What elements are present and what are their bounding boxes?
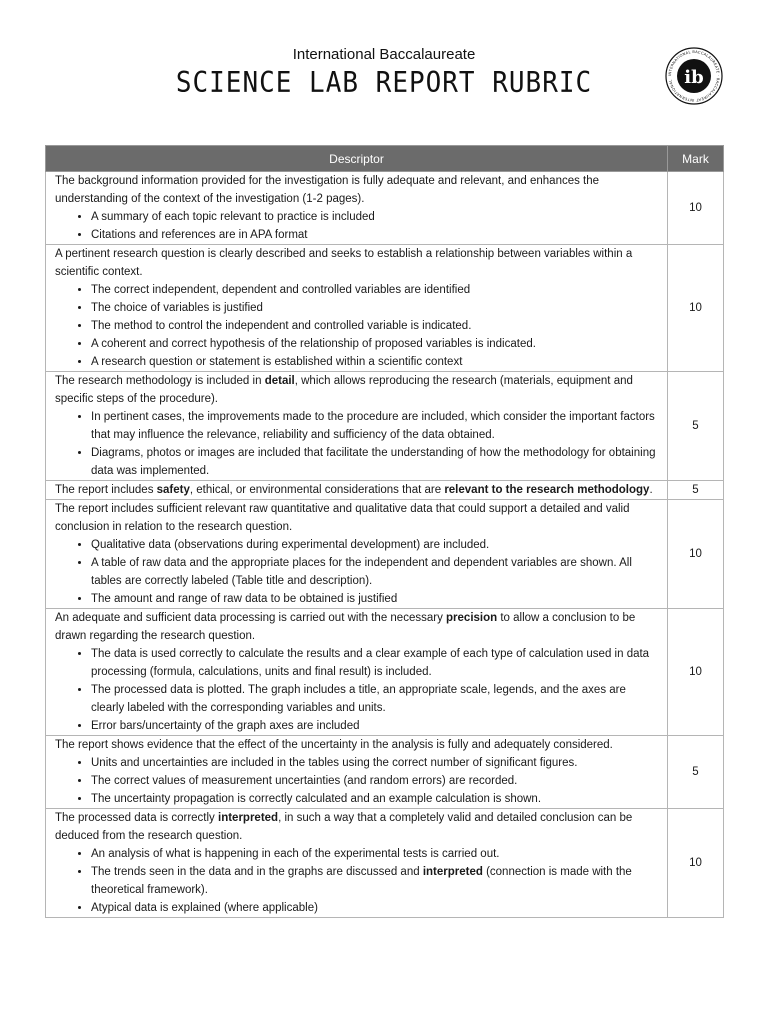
mark-cell: 10 bbox=[668, 172, 724, 245]
table-row bbox=[46, 372, 724, 481]
descriptor-header: Descriptor bbox=[46, 146, 668, 172]
descriptor-cell bbox=[46, 245, 668, 372]
mark-cell: 10 bbox=[668, 500, 724, 609]
table-row bbox=[46, 481, 724, 500]
criteria-list bbox=[55, 754, 659, 808]
descriptor-intro: The background information provided for the investigation is fully adequate and relevant, and enhances the understanding of the context of the investigation (1-2 pages). bbox=[55, 175, 600, 205]
table-row bbox=[46, 500, 724, 609]
criteria-item: • Qualitative data (observations during experimental development) are included. bbox=[91, 536, 659, 554]
table-row bbox=[46, 809, 724, 918]
criteria-item: • In pertinent cases, the improvements made to the procedure are included, which consider the important factors that may influence the relevance, reliability and sufficiency of the data obtained. bbox=[91, 408, 659, 444]
criteria-list bbox=[55, 281, 659, 371]
emphasis-text: detail bbox=[264, 375, 295, 387]
table-row bbox=[46, 609, 724, 736]
rubric-body bbox=[46, 172, 724, 918]
criteria-list bbox=[55, 208, 659, 244]
table-row bbox=[46, 736, 724, 809]
criteria-item: • Units and uncertainties are included in the tables using the correct number of significant figures. bbox=[91, 754, 659, 772]
descriptor-cell bbox=[46, 372, 668, 481]
criteria-item: • The correct independent, dependent and controlled variables are identified bbox=[91, 281, 659, 299]
criteria-item: • The uncertainty propagation is correctly calculated and an example calculation is shown. bbox=[91, 790, 659, 808]
emphasis-text: precision bbox=[446, 612, 498, 624]
emphasis-text: interpreted bbox=[422, 866, 483, 878]
criteria-list bbox=[55, 645, 659, 735]
criteria-list bbox=[55, 408, 659, 480]
logo-letters: ib bbox=[684, 67, 704, 88]
descriptor-cell bbox=[46, 500, 668, 609]
mark-cell: 10 bbox=[668, 245, 724, 372]
descriptor-cell bbox=[46, 609, 668, 736]
mark-cell: 10 bbox=[668, 809, 724, 918]
mark-cell: 5 bbox=[668, 372, 724, 481]
ib-logo-icon bbox=[664, 46, 724, 106]
document-subtitle: International Baccalaureate bbox=[292, 46, 476, 63]
criteria-item: • Error bars/uncertainty of the graph axes are included bbox=[91, 717, 659, 735]
mark-cell: 5 bbox=[668, 481, 724, 500]
criteria-item: • A summary of each topic relevant to practice is included bbox=[91, 208, 659, 226]
criteria-list bbox=[55, 845, 659, 917]
descriptor-cell bbox=[46, 172, 668, 245]
descriptor-intro: The report shows evidence that the effect of the uncertainty in the analysis is fully and adequately considered. bbox=[55, 739, 613, 751]
criteria-item: • The method to control the independent and controlled variable is indicated. bbox=[91, 317, 659, 335]
table-header-row bbox=[46, 146, 724, 172]
criteria-item: • The processed data is plotted. The graph includes a title, an appropriate scale, legends, and the axes are clearly labeled with the corresponding variables and units. bbox=[91, 681, 659, 717]
criteria-item: • The amount and range of raw data to be obtained is justified bbox=[91, 590, 659, 608]
descriptor-cell bbox=[46, 481, 668, 500]
criteria-item: • Diagrams, photos or images are included that facilitate the understanding of how the methodology for obtaining data was implemented. bbox=[91, 444, 659, 480]
emphasis-text: relevant to the research methodology bbox=[444, 484, 650, 496]
descriptor-intro: The report includes sufficient relevant raw quantitative and qualitative data that could support a detailed and valid conclusion in relation to the research question. bbox=[55, 503, 630, 533]
criteria-item: • A table of raw data and the appropriate places for the independent and dependent variables are shown. All tables are correctly labeled (Table title and description). bbox=[91, 554, 659, 590]
document-title: SCIENCE LAB REPORT RUBRIC bbox=[175, 66, 593, 100]
descriptor-intro: The research methodology is included in detail, which allows reproducing the research (materials, equipment and specific steps of the procedure). bbox=[55, 375, 633, 405]
descriptor-cell bbox=[46, 809, 668, 918]
descriptor-intro: An adequate and sufficient data processing is carried out with the necessary precision to allow a conclusion to be drawn regarding the research question. bbox=[55, 612, 636, 642]
mark-cell: 5 bbox=[668, 736, 724, 809]
descriptor-cell bbox=[46, 736, 668, 809]
criteria-item: • A research question or statement is established within a scientific context bbox=[91, 353, 659, 371]
criteria-item: • Atypical data is explained (where applicable) bbox=[91, 899, 659, 917]
descriptor-intro: A pertinent research question is clearly described and seeks to establish a relationship between variables within a scientific context. bbox=[55, 248, 633, 278]
criteria-list bbox=[55, 536, 659, 608]
criteria-item: • An analysis of what is happening in each of the experimental tests is carried out. bbox=[91, 845, 659, 863]
criteria-item: • Citations and references are in APA format bbox=[91, 226, 659, 244]
emphasis-text: interpreted bbox=[218, 812, 279, 824]
descriptor-intro: The processed data is correctly interpreted, in such a way that a completely valid and detailed conclusion can be deduced from the research question. bbox=[55, 812, 633, 842]
table-row bbox=[46, 245, 724, 372]
logo-ring-text: INTERNATIONAL BACCALAUREATE · BACCALAURÉAT INTERNATIONAL bbox=[667, 49, 721, 103]
document-header bbox=[0, 44, 768, 103]
criteria-item: • A coherent and correct hypothesis of the relationship of proposed variables is indicated. bbox=[91, 335, 659, 353]
emphasis-text: safety bbox=[156, 484, 190, 496]
table-row bbox=[46, 172, 724, 245]
criteria-item: • The correct values of measurement uncertainties (and random errors) are recorded. bbox=[91, 772, 659, 790]
descriptor-intro: The report includes safety, ethical, or environmental considerations that are relevant to the research methodology. bbox=[55, 484, 653, 496]
mark-header: Mark bbox=[668, 146, 724, 172]
criteria-item: • The data is used correctly to calculate the results and a clear example of each type of calculation used in data processing (formula, calculations, units and final result) is included. bbox=[91, 645, 659, 681]
criteria-item: • The choice of variables is justified bbox=[91, 299, 659, 317]
rubric-table bbox=[45, 145, 724, 918]
mark-cell: 10 bbox=[668, 609, 724, 736]
criteria-item: • The trends seen in the data and in the graphs are discussed and interpreted (connection is made with the theoretical framework). bbox=[91, 863, 659, 899]
